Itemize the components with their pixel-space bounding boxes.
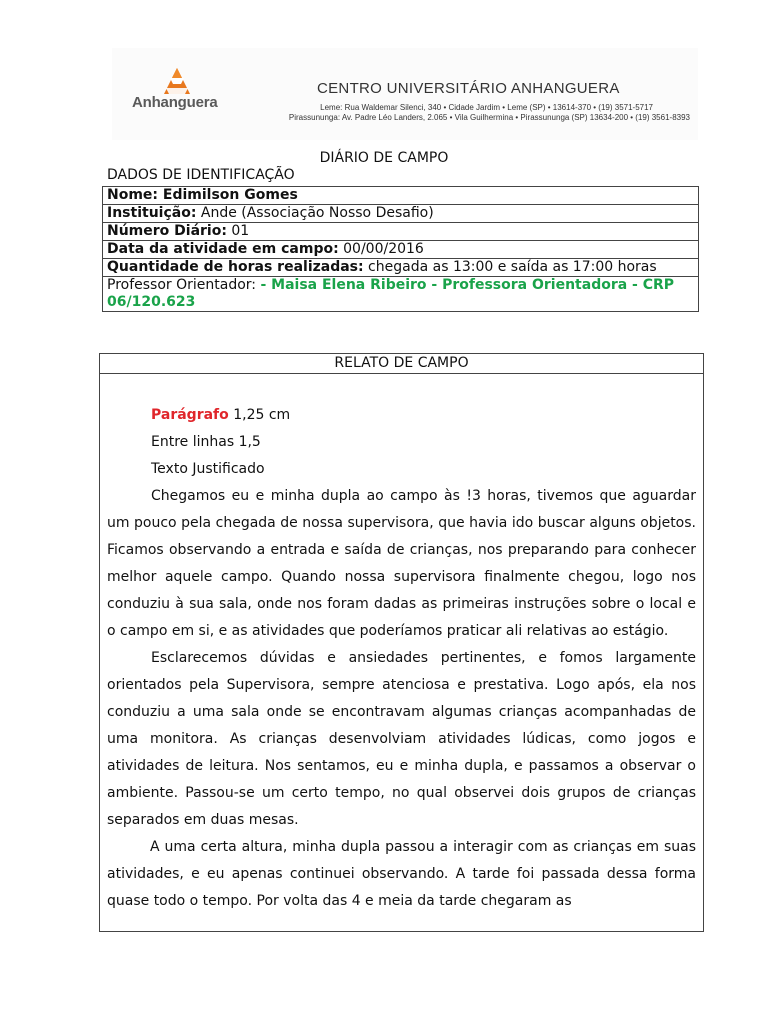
hours-label: Quantidade de horas realizadas:	[107, 259, 364, 275]
name-label: Nome: Edimilson Gomes	[107, 187, 298, 203]
table-row	[103, 241, 699, 259]
address-line-1: Leme: Rua Waldemar Silenci, 340 • Cidade Jardim • Leme (SP) • 13614-370 • (19) 3571-5717	[320, 103, 653, 112]
identification-table	[102, 186, 699, 312]
activity-date-value: 00/00/2016	[338, 241, 424, 257]
institution-label: Instituição:	[107, 205, 197, 221]
institution-name: CENTRO UNIVERSITÁRIO ANHANGUERA	[317, 80, 620, 97]
table-row	[103, 205, 699, 223]
document-title: DIÁRIO DE CAMPO	[319, 150, 449, 166]
format-note-spacing: Entre linhas 1,5	[151, 434, 261, 450]
institution-value: Ande (Associação Nosso Desafio)	[196, 205, 434, 221]
table-row	[103, 223, 699, 241]
format-note-justified: Texto Justificado	[151, 461, 265, 477]
professor-label: Professor Orientador:	[107, 277, 261, 293]
letterhead	[112, 48, 698, 140]
professor-cell	[103, 277, 699, 312]
logo-wordmark: Anhanguera	[132, 94, 218, 111]
format-label-red: Parágrafo	[151, 407, 229, 423]
table-row	[103, 259, 699, 277]
field-report-box	[99, 353, 704, 932]
diary-number-value: 01	[226, 223, 250, 239]
section-title: DADOS DE IDENTIFICAÇÃO	[107, 167, 295, 183]
report-body	[100, 374, 703, 915]
spacer	[107, 374, 696, 402]
diary-number-cell	[103, 223, 699, 241]
report-paragraph-2: Esclarecemos dúvidas e ansiedades pertinentes, e fomos largamente orientados pela Supervisora, sempre atenciosa e prestativa. Logo após, ela nos conduziu a uma sala onde se encontravam algumas crianças acompanhadas de uma monitora. As crianças desenvolviam atividades lúdicas, como jogos e atividades de leitura. Nos sentamos, eu e minha dupla, e passamos a observar o ambiente. Passou-se um certo tempo, no qual observei dois grupos de crianças separados em duas mesas.	[107, 650, 696, 828]
table-row	[103, 187, 699, 205]
report-paragraph-3: A uma certa altura, minha dupla passou a interagir com as crianças em suas atividades, e eu apenas continuei observando. A tarde foi passada dessa forma quase todo o tempo. Por volta das 4 e meia da tarde chegaram as	[107, 839, 696, 909]
report-heading: RELATO DE CAMPO	[100, 354, 703, 374]
table-row	[103, 277, 699, 312]
institution-cell	[103, 205, 699, 223]
professor-value: - Maisa Elena Ribeiro - Professora Orientadora - CRP 06/120.623	[107, 277, 675, 310]
hours-value: chegada as 13:00 e saída as 17:00 horas	[363, 259, 657, 275]
report-paragraph-1: Chegamos eu e minha dupla ao campo às !3 horas, tivemos que aguardar um pouco pela chegada de nossa supervisora, que havia ido buscar alguns objetos. Ficamos observando a entrada e saída de crianças, nos preparando para conhecer melhor aquele campo. Quando nossa supervisora finalmente chegou, logo nos conduziu à sua sala, onde nos foram dadas as primeiras instruções sobre o local e o campo em si, e as atividades que poderíamos praticar ali relativas ao estágio.	[107, 488, 696, 639]
hours-cell	[103, 259, 699, 277]
format-note-paragraph	[107, 402, 696, 429]
name-cell	[103, 187, 699, 205]
address-line-2: Pirassununga: Av. Padre Léo Landers, 2.065 • Vila Guilhermina • Pirassununga (SP) 13634-200 • (19) 3561-8393	[288, 113, 690, 122]
format-paragraph-value: 1,25 cm	[228, 407, 291, 423]
activity-date-cell	[103, 241, 699, 259]
diary-number-label: Número Diário:	[107, 223, 227, 239]
activity-date-label: Data da atividade em campo:	[107, 241, 339, 257]
